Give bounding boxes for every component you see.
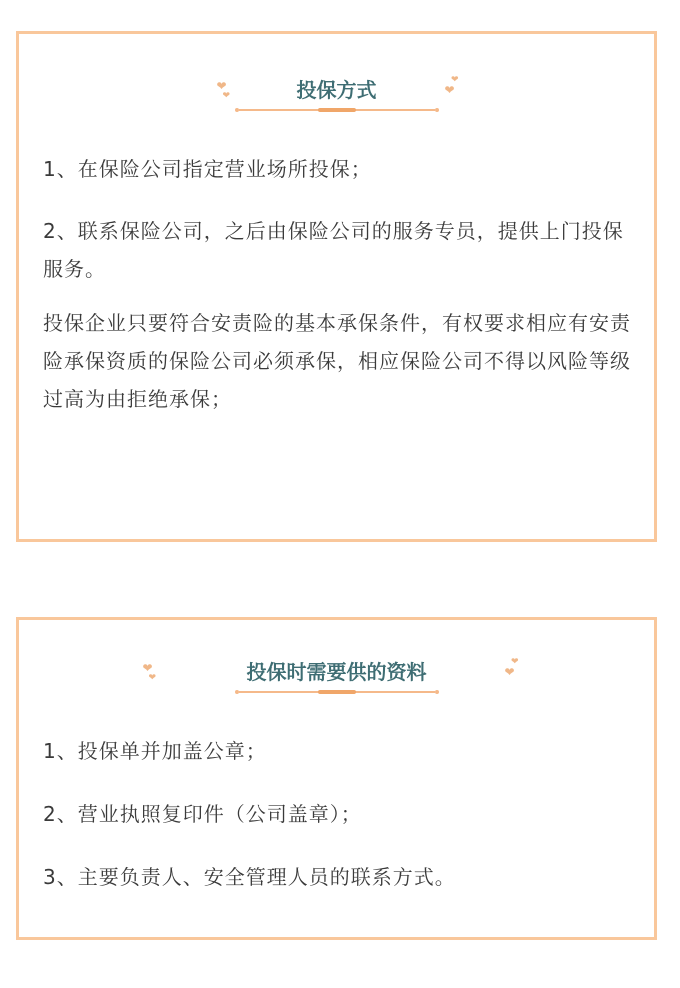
paragraph: 1、投保单并加盖公章； xyxy=(43,739,267,763)
heart-icon: ❤ xyxy=(444,83,455,97)
heart-icon: ❤ xyxy=(504,665,515,679)
divider-dot xyxy=(435,108,439,112)
section-title: 投保方式 xyxy=(296,78,377,102)
heart-icon: ❤ xyxy=(216,79,227,93)
paragraph: 1、在保险公司指定营业场所投保； xyxy=(43,157,372,181)
method-card xyxy=(16,31,657,542)
section-body xyxy=(43,150,634,418)
section-body xyxy=(43,732,634,921)
section-title: 投保时需要供的资料 xyxy=(246,660,427,684)
heart-icon: ❤ xyxy=(450,75,459,85)
heart-icon: ❤ xyxy=(222,91,231,101)
paragraph: 投保企业只要符合安责险的基本承保条件，有权要求相应有安责险承保资质的保险公司必须承保，相应保险公司不得以风险等级过高为由拒绝承保； xyxy=(43,311,631,411)
section-heading xyxy=(142,657,519,698)
paragraph: 2、营业执照复印件（公司盖章）； xyxy=(43,802,362,826)
paragraph: 3、主要负责人、安全管理人员的联系方式。 xyxy=(43,865,456,889)
divider-dot xyxy=(435,690,439,694)
heart-icon: ❤ xyxy=(148,673,157,683)
title-underline-accent xyxy=(318,690,356,694)
heart-icon: ❤ xyxy=(510,657,519,667)
title-underline-accent xyxy=(318,108,356,112)
heart-icon: ❤ xyxy=(142,661,153,675)
materials-card xyxy=(16,617,657,940)
paragraph: 2、联系保险公司，之后由保险公司的服务专员，提供上门投保服务。 xyxy=(43,219,624,281)
section-heading xyxy=(216,75,459,116)
